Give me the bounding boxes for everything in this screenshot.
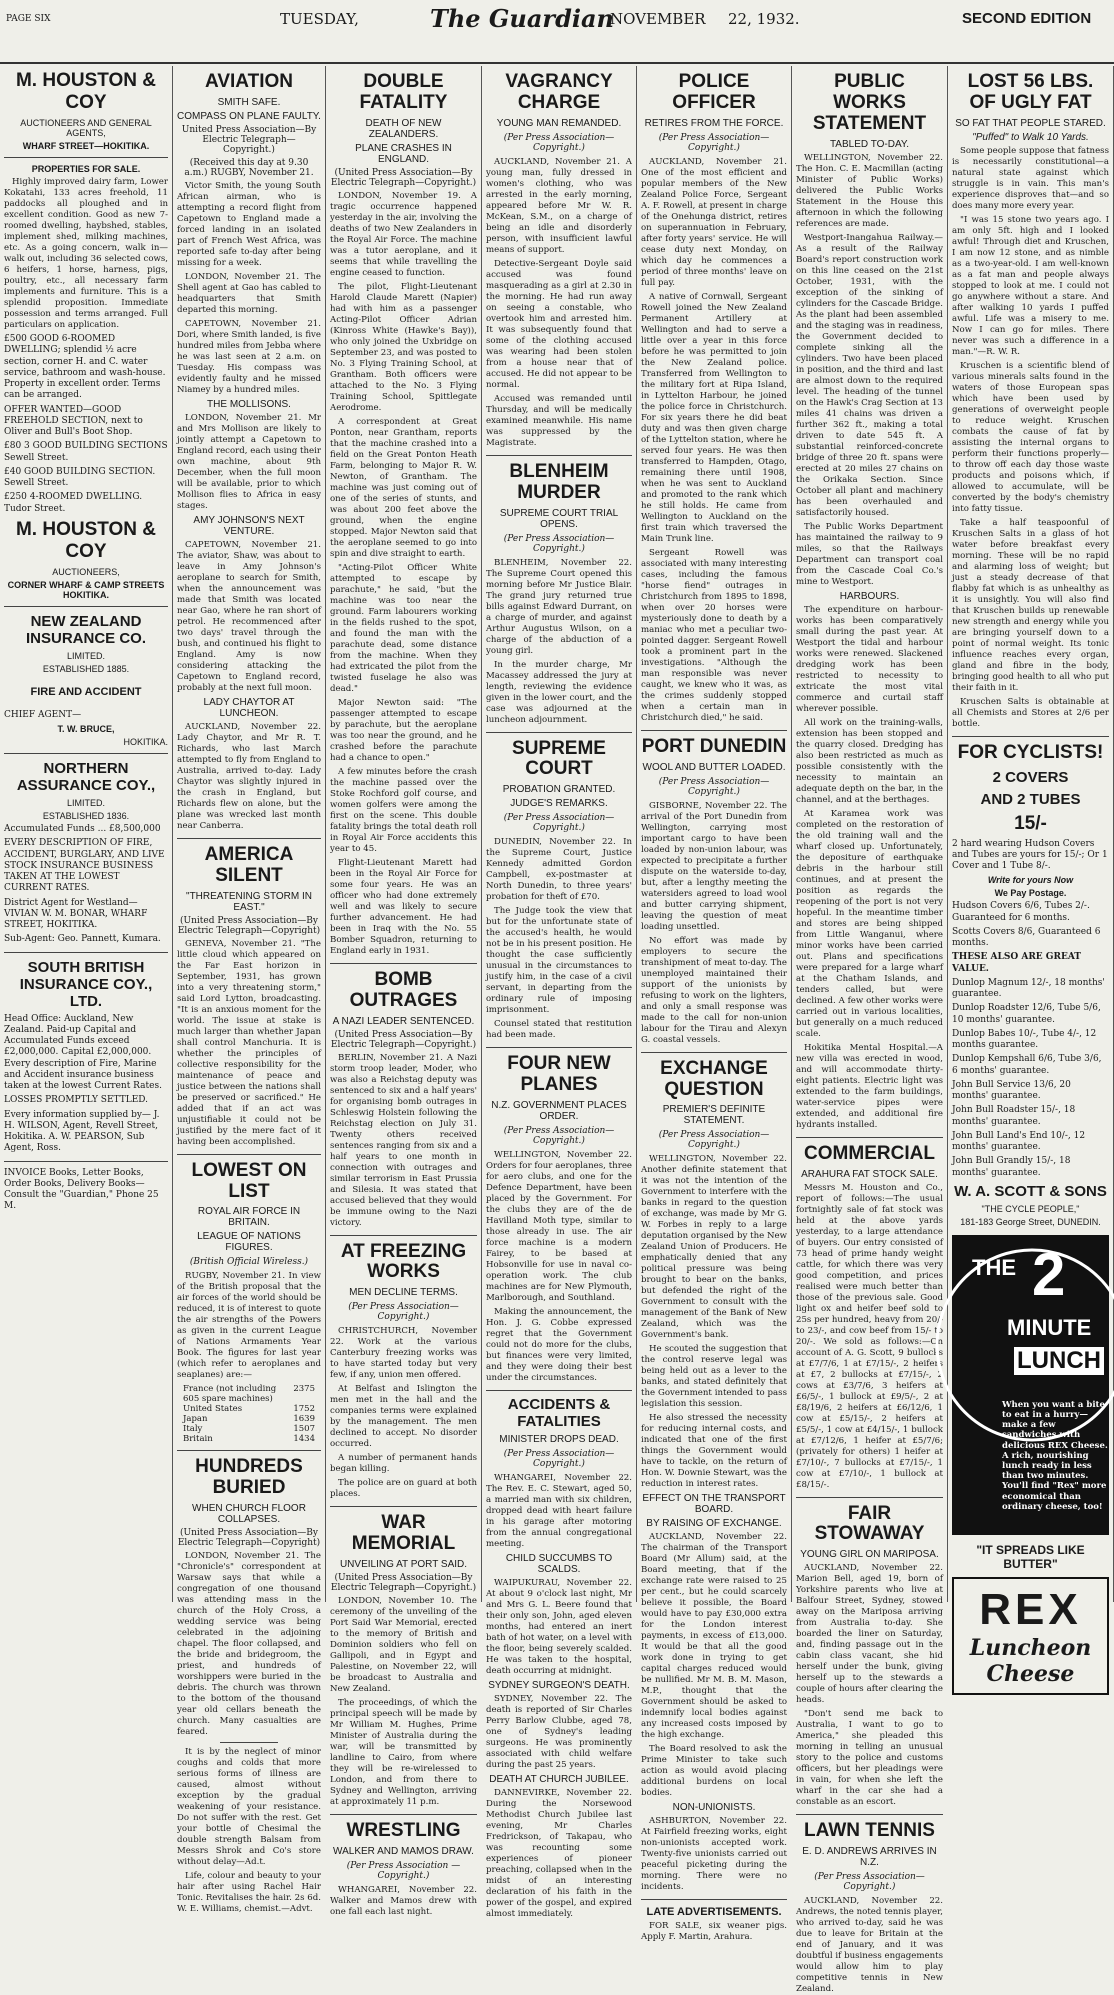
divider bbox=[4, 1161, 168, 1162]
subhead: EFFECT ON THE TRANSPORT BOARD. bbox=[642, 1493, 786, 1516]
paragraph: The Public Works Department has maintained the railway to 9 miles, so that the Railways Department can transport coal from the Cascade Coal Co.'s mine to Westport. bbox=[796, 521, 943, 587]
subhead: A NAZI LEADER SENTENCED. bbox=[332, 1015, 475, 1027]
subhead: WALKER AND MAMOS DRAW. bbox=[333, 1846, 474, 1858]
paragraph: Take a half teaspoonful of Kruschen Salts in a glass of hot water before breakfast every morning. These will be no rapid and alarming loss of weight; but just a steady decrease of that flabby fat which is as unhealthy as it is unsightly. You will also find that Kruschen builds up renewable new strength and energy while you are bringing yourself down to a point of normal weight. Its tonic influence reaches every organ, gland and fibre in the body, bringing good health to all who put their faith in it. bbox=[952, 517, 1109, 693]
paragraph: The pilot, Flight-Lieutenant Harold Claude Marett (Napier) had with him as a passenger Acting-Pilot Officer Adrian (Kinross White (Hawke's Bay)), who only joined the Uxbridge on September 23, and was posted to No. 3 Flying Training School, at Grantham. Both officers were attached to the No. 3 Flying Training School, Spittlegate Aerodrome. bbox=[330, 281, 477, 413]
listing-5: £250 4-ROOMED DWELLING. Tudor Street. bbox=[4, 492, 143, 514]
credit-line: (Per Press Association— Copyright.) bbox=[503, 533, 615, 554]
table-cell: 1434 bbox=[293, 1434, 315, 1445]
lunch-minute: MINUTE bbox=[1007, 1314, 1092, 1340]
divider bbox=[486, 732, 632, 733]
headline-fair-stowaway: FAIR STOWAWAY bbox=[814, 1502, 925, 1545]
credit-line: (Per Press Association — Copyright.) bbox=[346, 1861, 461, 1882]
paragraph: SYDNEY, November 22. The death is reported of Sir Charles Perry Barlow Clubbe, aged 78, one of Sydney's leading surgeons. He was prominently associated with child welfare during the past 25 years. bbox=[486, 1694, 632, 1771]
paragraph: "I was 15 stone two years ago. I am only 5ft. high and I looked awful! Through diet and Kruschen, I am now 12 stone, and as nimble as a two-year-old. I am well-known as a fat man and people always stopped to look at me. I could not go anywhere without a stare. And after walking 10 yards I puffed awful. Life was a misery to me. Now I can go for miles. There never was such a difference in a man."—R. W. R. bbox=[952, 214, 1109, 357]
headline-supreme-court: SUPREME COURT bbox=[512, 737, 606, 780]
edition-label: SECOND EDITION bbox=[962, 10, 1092, 27]
divider bbox=[486, 1047, 632, 1048]
paragraph: In the murder charge, Mr Macassey addressed the jury at length, reviewing the evidence given in the lower court, and the case was adjourned at the luncheon adjournment. bbox=[486, 659, 632, 725]
paragraph: Hokitika Mental Hospital.—A new villa was erected in wood, and will accommodate thirty-eight patients. Electric light was extended to the farm buildings, water-service pipes were extended, and additional fire hydrants installed. bbox=[796, 1042, 943, 1130]
lunch-the: THE bbox=[972, 1254, 1016, 1280]
paragraph: LONDON, November 19. A tragic occurrence happened yesterday in the air, involving the deaths of two New Zealanders in the Royal Air Force. The machine was a tutor aeroplane, and it seems that while travelling the engine ceased to function. bbox=[330, 190, 477, 278]
divider bbox=[641, 1052, 787, 1053]
credit-line: (United Press Association—By Electric Telegraph—Copyright.) bbox=[330, 1029, 477, 1050]
nz-insurance-chief: CHIEF AGENT— bbox=[4, 709, 82, 720]
paragraph: He also stressed the necessity for reducing internal costs, and indicated that one of the first things the Government would have to tackle, on the return of Hon. W. Downie Stewart, was the reduction in interest rates. bbox=[641, 1413, 787, 1490]
south-british-name: SOUTH BRITISH INSURANCE COY., LTD. bbox=[19, 958, 153, 1010]
credit-line: (British Official Wireless.) bbox=[189, 1257, 309, 1268]
paragraph: All work on the training-walls, extension has been stopped and the quarry closed. Dredging has also been restricted as much as possible consistently with the necessity to maintain an adequate depth on the bar, in the channel, and at the berthages. bbox=[796, 717, 943, 805]
divider bbox=[4, 157, 168, 158]
headline-hundreds-buried: HUNDREDS BURIED bbox=[195, 1456, 303, 1499]
listing-4: £40 GOOD BUILDING SECTION. Sewell Street. bbox=[4, 466, 156, 488]
scott-tagline: "THE CYCLE PEOPLE," bbox=[981, 1203, 1080, 1214]
lunch-two: 2 bbox=[1032, 1240, 1066, 1308]
subhead: MEN DECLINE TERMS. bbox=[349, 1287, 458, 1299]
credit-line: (Per Press Association— Copyright.) bbox=[814, 1872, 925, 1893]
ad-houston-address: WHARF STREET—HOKITIKA. bbox=[22, 141, 150, 151]
paragraph: Counsel stated that restitution had been made. bbox=[486, 1019, 632, 1041]
paragraph: A native of Cornwall, Sergeant Rowell joined the New Zealand Permanent Artillery at Wellington and had to serve a little over a year in this force before he was permitted to join the New Zealand police. Transferred from Wellington to the military fort at Ripa Island, in Lyttelton Harbour, he joined the police force in Christchurch. For six years there he did beat duty and was then given charge of the Lyttelton station, where he served four years. He was then transferred to Hampden, Otago, remaining there until 1908, when he was sent to Auckland and promoted to the rank which he still holds. He came from Wellington to Auckland on the first train which traversed the Main Trunk line. bbox=[641, 291, 787, 544]
paragraph: DUNEDIN, November 22. In the Supreme Court, Justice Kennedy admitted Gordon Campbell, ex-postmaster at North Dunedin, to three years' probation for theft of £70. bbox=[486, 837, 632, 903]
spreads-tagline: "IT SPREADS LIKE BUTTER" bbox=[976, 1542, 1085, 1571]
table-row bbox=[183, 1384, 315, 1404]
rex-luncheon-cheese: Luncheon Cheese bbox=[969, 1634, 1092, 1687]
divider bbox=[330, 1814, 477, 1815]
rex-logo bbox=[952, 1577, 1109, 1695]
headline-america-silent: AMERICA SILENT bbox=[204, 843, 294, 886]
paragraph: The proceedings, of which the principal speech will be made by Mr William M. Hughes, Prime Minister of Australia during the war, will be transmitted by landline to Cairo, from where they will be re-wirelessed to London, and from there to Sydney and Wellington, arriving at approximately 11 p.m. bbox=[330, 1698, 477, 1808]
table-cell: Japan bbox=[183, 1414, 208, 1425]
invoice-books-ad: INVOICE Books, Letter Books, Order Books, Delivery Books—Consult the "Guardian," Phone 25 M. bbox=[4, 1167, 159, 1212]
paragraph: The police are on guard at both places. bbox=[330, 1478, 477, 1500]
paragraph: GENEVA, November 21. "The little cloud which appeared on the Far East horizon in September, 1931, has grown into a very threatening storm," said Lord Lytton, broadcasting. "It is an anxious moment for the world. The issue at stake is much larger than whether Japan shall control Manchuria. It is whether the principles of collective responsibility for the maintenance of peace and justice between the nations shall be preserved or sacrificed." He added that if an act was unjustifiable it could not be justified by the mere fact of it having been accomplished. bbox=[177, 938, 321, 1147]
northern-assurance-funds: Accumulated Funds ... £8,500,000 bbox=[4, 824, 161, 834]
ad-houston-name-2: M. HOUSTON & COY bbox=[15, 518, 157, 562]
list-item: THESE ALSO ARE GREAT VALUE. bbox=[952, 952, 1082, 974]
ad-houston-trade: AUCTIONEERS AND GENERAL AGENTS, bbox=[20, 118, 152, 138]
divider bbox=[4, 606, 168, 607]
paragraph: At Belfast and Islington the men met in the hall and the companies terms were explained by the management. The men declined to accept. No disorder occurred. bbox=[330, 1384, 477, 1450]
column-1 bbox=[0, 66, 173, 1602]
paragraph: LONDON, November 21. Mr and Mrs Mollison are likely to jointly attempt a Capetown to England record, each using their own machine, about 9th December, when the full moon will be available, prior to which Mollison flies to Africa in easy stages. bbox=[177, 412, 321, 511]
subhead: E. D. ANDREWS ARRIVES IN N.Z. bbox=[802, 1846, 937, 1869]
subhead: YOUNG GIRL ON MARIPOSA. bbox=[800, 1549, 939, 1561]
headline-double-fatality: DOUBLE FATALITY bbox=[359, 71, 448, 113]
paragraph: Making the announcement, the Hon. J. G. Cobbe expressed regret that the Government could not do more for the clubs, but finances were very limited, and they were doing their best under the circumstances. bbox=[486, 1307, 632, 1384]
subhead: PLANE CRASHES IN ENGLAND. bbox=[355, 142, 452, 165]
paragraph: Sergeant Rowell was associated with many interesting cases, including the famous "horse fiend" outrages in Christchurch from 1895 to 1898, when over 20 horses were mysteriously done to death by a maniac who met a peculiar two-pointed dagger. Sergeant Rowell took a prominent part in the investigations. "Although the man responsible was never caught, we knew who it was, as the crimes suddenly stopped when a certain man in Christchurch died," he said. bbox=[641, 547, 787, 723]
paragraph: At Karamea work was completed on the restoration of the old training wall and the wharf closed up. Unfortunately, the depositure of earthquake debris in the harbour still continues, and at present the position as regards the reopening of the port is not very hopeful. In the meantime timber and stores are being shipped from Little Wanganui, where minor works have been carried out. Plans and specifications were prepared for a large wharf at the Chatham Islands, and tenders called, but were declined. A few other works were carried out in various localities, but generally on a much reduced scale. bbox=[796, 808, 943, 1039]
credit-line: (Per Press Association— Copyright.) bbox=[503, 1126, 615, 1147]
list-item: Dunlop Magnum 12/-, 18 months' guarantee. bbox=[952, 977, 1105, 1000]
headline-police-officer: POLICE OFFICER bbox=[672, 71, 756, 113]
listing-2: OFFER WANTED—GOOD FREEHOLD SECTION, next to Oliver and Bull's Boot Shop. bbox=[4, 404, 143, 437]
northern-assurance-est: ESTABLISHED 1836. bbox=[42, 811, 130, 821]
divider bbox=[4, 952, 168, 953]
subhead: LEAGUE OF NATIONS FIGURES. bbox=[197, 1231, 301, 1254]
subhead: SUPREME COURT TRIAL OPENS. bbox=[499, 507, 619, 530]
paragraph: The Judge took the view that but for the unfortunate state of the accused's health, he would not be in his present position. He thought the case sufficiently unusual in the circumstances to justify him, in the case of a civil servant, in departing from the ordinary rule of imposing imprisonment. bbox=[486, 906, 632, 1016]
table-cell: 2375 bbox=[293, 1384, 315, 1395]
paragraph: ASHBURTON, November 22. At Fairfield freezing works, eight non-unionists accepted work. Twenty-five unionists carried out peaceful picketing during the morning. There were no incidents. bbox=[641, 1816, 787, 1893]
headline-public-works: PUBLIC WORKS STATEMENT bbox=[812, 71, 927, 134]
paragraph: The expenditure on harbour-works has been comparatively small during the past year. At Westport the tidal and harbour works were renewed. Slackened dredging work has been restricted to necessity to extricate the most vital commerce and curtail staff wherever possible. bbox=[796, 604, 943, 714]
subhead: "Puffed" to Walk 10 Yards. bbox=[972, 131, 1089, 143]
scott-address: 181-183 George Street, DUNEDIN. bbox=[960, 1216, 1101, 1227]
divider bbox=[177, 1154, 321, 1155]
list-item: Dunlop Babes 10/-, Tube 4/-, 12 months guarantee. bbox=[952, 1028, 1097, 1051]
paragraph: No effort was made by employers to secure the transhipment of meat to-day. The unemployed maintained their support of the unionists by refusing to work on the lighters, and only a small response was made to the call for non-union labour for the Tirau and Alexyn G. coastal vessels. bbox=[641, 935, 787, 1045]
paragraph: 2 hard wearing Hudson Covers and Tubes are yours for 15/-; Or 1 Cover and 1 Tube 8/-. bbox=[952, 838, 1108, 872]
credit-line: (Per Press Association— Copyright.) bbox=[348, 1302, 459, 1323]
headline-blenheim-murder: BLENHEIM MURDER bbox=[509, 460, 609, 503]
properties-body: Highly improved dairy farm, Lower Kokatahi, 133 acres freehold, 11 paddocks all ploughed and in excellent condition. Good as new 7-roomed dwelling, haybshed, stables, implement shed, milking machines, etc. As a going concern, walk in—walk out, including 36 selected cows, 6 heifers, 1 horse, harness, pigs, poultry, etc., all necessary farm implements and furniture. This is a splendid proposition. Immediate possession and terms arranged. Full particulars on application. bbox=[4, 177, 168, 330]
divider bbox=[330, 1506, 477, 1507]
paragraph: BLENHEIM, November 22. The Supreme Court opened this morning before Mr Justice Blair. The grand jury returned true bills against Edward Durrant, on a charge of murder, and against Arthur Augustus Wilson, on a charge of the abduction of a young girl. bbox=[486, 557, 632, 656]
table-cell: 1507 bbox=[293, 1424, 315, 1435]
subhead: NON-UNIONISTS. bbox=[672, 1802, 756, 1814]
subhead: Write for yours Now bbox=[987, 875, 1074, 886]
headline-bomb-outrages: BOMB OUTRAGES bbox=[349, 968, 458, 1011]
list-item: Scotts Covers 8/6, Guaranteed 6 months. bbox=[952, 926, 1101, 949]
headline-exchange-question: EXCHANGE QUESTION bbox=[660, 1057, 768, 1100]
paragraph: Major Newton said: "The passenger attempted to escape by parachute, but the aeroplane was too near the ground, and he crashed before the parachute had a chance to open." bbox=[330, 697, 477, 763]
paragraph: LONDON, November 21. The "Chronicle's" correspondent at Warsaw says that while a congregation of one thousand was attending mass in the church of the Holy Cross, a wedding service was being celebrated in the adjoining chapel. The floor collapsed, and the bride and bridegroom, the priest, and hundreds of worshippers were buried in the debris. The church was thrown to the bottom of the thousand year old cellars beneath the church. Many casualties are feared. bbox=[177, 1551, 321, 1738]
list-item: John Bull Grandly 15/-, 18 months' guarantee. bbox=[952, 1156, 1071, 1178]
scott-name: W. A. SCOTT & SONS bbox=[954, 1182, 1107, 1200]
subhead: SMITH SAFE. bbox=[217, 96, 281, 108]
newspaper-title: The Guardian bbox=[430, 4, 614, 33]
list-item: Dunlop Roadster 12/6, Tube 5/6, 10 months' guarantee. bbox=[952, 1003, 1101, 1025]
headline-aviation: AVIATION bbox=[205, 71, 293, 92]
column-5 bbox=[637, 66, 792, 1943]
table-row bbox=[183, 1414, 315, 1424]
subhead: UNVEILING AT PORT SAID. bbox=[339, 1559, 468, 1571]
tyre-list bbox=[952, 901, 1109, 1179]
subhead: THE MOLLISONS. bbox=[207, 398, 291, 410]
paragraph: CAPETOWN, November 21. Dori, where Smith landed, is five hundred miles from Jebba where he was last seen at 2 a.m. on Tuesday. His compass was evidently faulty and he missed Niamey by a hundred miles. bbox=[177, 318, 321, 395]
rex-lunch-ad bbox=[952, 1235, 1109, 1535]
table-row bbox=[183, 1404, 315, 1414]
headline-lowest-on-list: LOWEST ON LIST bbox=[191, 1159, 307, 1202]
headline-wrestling: WRESTLING bbox=[346, 1820, 461, 1842]
northern-assurance-name: NORTHERN ASSURANCE COY., bbox=[16, 760, 156, 794]
divider bbox=[220, 1742, 278, 1743]
subhead: COMPASS ON PLANE FAULTY. bbox=[177, 110, 321, 122]
paragraph: AUCKLAND, November 22. Marion Bell, aged 19, born of Yorkshire parents who live at Balfour Street, Sydney, stowed away on the Mariposa arriving from Australia to-day. She boarded the liner on Saturday, and, finding passage out in the cabin class vacant, she hid herself under the bunk, giving herself up to the stewards a couple of hours after clearing the heads. bbox=[796, 1563, 943, 1706]
paragraph: Kruschen Salts is obtainable at all Chemists and Stores at 2/6 per bottle. bbox=[952, 696, 1109, 729]
subhead: PROBATION GRANTED. bbox=[502, 784, 616, 796]
nz-insurance-est: ESTABLISHED 1885. bbox=[42, 663, 130, 674]
subhead: SO FAT THAT PEOPLE STARED. bbox=[955, 117, 1106, 129]
column-6 bbox=[792, 66, 948, 1995]
paragraph: AUCKLAND, November 22. Lady Chaytor, and Mr R. T. Richards, who last March attempted to fly from England to Australia, arrived to-day. Lady Chaytor was slightly injured in the crash in England, but Richards flew on alone, but the plane was wrecked last month near Canberra. bbox=[177, 721, 321, 831]
headline-for-cyclists: FOR CYCLISTS! bbox=[957, 741, 1104, 763]
paragraph: AUCKLAND, November 21. A young man, fully dressed in women's clothing, who was arrested in the early morning, appeared before Mr W. R. McKean, S.M., on a charge of being an idle and disorderly person, with insufficient lawful means of support. bbox=[486, 156, 632, 255]
paragraph: Accused was remanded until Thursday, and will be medically examined meanwhile. His name was suppressed by the Magistrate. bbox=[486, 393, 632, 448]
paragraph: AUCKLAND, November 21. One of the most efficient and popular members of the New Zealand Police Force, Sergeant A. F. Rowell, at present in charge of the Onehunga district, retires on superannuation in February, after forty years' service. He will cease duty next Monday, on which day he commences a period of three months' leave on full pay. bbox=[641, 156, 787, 288]
lunch-text: When you want a bite to eat in a hurry—make a few sandwiches with delicious REX Cheese. A rich, nourishing lunch ready in less than two minutes. You'll find "Rex" more economical than ordinary cheese, too! bbox=[1002, 1399, 1108, 1512]
lunch-word: LUNCH bbox=[1014, 1347, 1104, 1375]
subhead: ARAHURA FAT STOCK SALE. bbox=[801, 1168, 938, 1180]
paragraph: AUCKLAND, November 22. The chairman of the Transport Board (Mr Allum) said, at the Board meeting, that if the exchange rate were raised to 25 per cent., but he could scarcely believe it possible, the Board would have to pay £30,000 extra for the London interest payments, in excess of £13,000. It would be that all the good work done in trying to get capital charges reduced would be nullified. Mr M. B. M. Mason, M.P., thought that the Government should be asked to indemnify local bodies against any increased costs imposed by the high exchange. bbox=[641, 1532, 787, 1741]
subhead: TABLED TO-DAY. bbox=[829, 138, 910, 150]
credit-line: (United Press Association—By Electric Telegraph—Copyright.) bbox=[330, 1573, 477, 1594]
credit-line: United Press Association—By Electric Telegraph—Copyright.) bbox=[181, 124, 317, 155]
paragraph: Life, colour and beauty to your hair after using Rachel Hair Tonic. Revitalises the hair. 2s 6d. W. E. Williams, chemist.—Advt. bbox=[177, 1871, 321, 1915]
ad-houston-address-2: CORNER WHARF & CAMP STREETS HOKITIKA. bbox=[7, 579, 165, 600]
late-ad: FOR SALE, six weaner pigs. Apply F. Martin, Arahura. bbox=[641, 1921, 787, 1943]
headline-freezing-works: AT FREEZING WORKS bbox=[340, 1240, 467, 1283]
paragraph: Victor Smith, the young South African airman, who is attempting a record flight from Capetown to England made a forced landing in an isolated part of French West Africa, was reported safe to-day after being missing for a week. bbox=[177, 180, 321, 268]
headline-four-new-planes: FOUR NEW PLANES bbox=[507, 1053, 611, 1096]
paragraph: BERLIN, November 21. A Nazi storm troop leader, Moder, who was also a Reichstag deputy was sentenced to six and a half years' for organising bomb outrages in Schleswig Holstein following the Reichstag election on July 31. Twenty others received sentences ranging from six and a half years to one month in connection with outrages and similar terrorism in East Prussia and Silesia. It was stated that accused believed that they would be immune owing to the Nazi victory. bbox=[330, 1052, 477, 1228]
credit-line: (Per Press Association— Copyright.) bbox=[658, 1130, 770, 1151]
late-ads-heading: LATE ADVERTISEMENTS. bbox=[646, 1906, 782, 1919]
paragraph: Kruschen is a scientific blend of various minerals salts found in the waters of those European spas which have been used by generations of overweight people to reduce weight. Kruschen combats the cause of fat by assisting the internal organs to perform their functions properly—to throw off each day those waste products and poisons which, if allowed to accumulate, will be converted by the body's chemistry into fatty tissue. bbox=[952, 360, 1109, 514]
listing-3: £80 3 GOOD BUILDING SECTIONS Sewell Street. bbox=[4, 441, 168, 463]
table-cell: 1752 bbox=[293, 1404, 315, 1415]
subhead: HARBOURS. bbox=[839, 590, 900, 602]
credit-line: (United Press Association—By Electric Telegraph—Copyright) bbox=[177, 1528, 321, 1549]
subhead: We Pay Postage. bbox=[994, 888, 1067, 899]
northern-assurance-ltd: LIMITED. bbox=[66, 798, 105, 808]
subhead: LADY CHAYTOR AT LUNCHEON. bbox=[203, 696, 295, 719]
headline-lost-56-lbs: LOST 56 LBS. OF UGLY FAT bbox=[967, 71, 1094, 113]
masthead-month: NOVEMBER bbox=[610, 10, 706, 28]
credit-line: (Per Press Association— Copyright.) bbox=[658, 132, 770, 153]
paragraph: AUCKLAND, November 22. Andrews, the noted tennis player, who arrived to-day, said he was due to leave for Britain at the end of January, and it was doubtful if business engagements would allow him to play competitive tennis in New Zealand. bbox=[796, 1896, 943, 1995]
paragraph: WELLINGTON, November 22. Another definite statement that it was not the intention of the Government to interfere with the banks in regard to the question of exchange, was made by Mr G. W. Forbes in reply to a large deputation organised by the New Zealand Union of Producers. He emphatically denied that any political pressure was being brought to bear on the banks, but defended the right of the Government to consult with the management of the Bank of New Zealand, which was the Government's bank. bbox=[641, 1154, 787, 1341]
subhead: 2 COVERS bbox=[992, 768, 1069, 786]
air-strength-table bbox=[183, 1384, 315, 1444]
credit-line: (Per Press Association— Copyright.) bbox=[503, 813, 615, 834]
paragraph: LONDON, November 10. The ceremony of the unveiling of the Port Said War Memorial, erected to the memory of British and Dominion soldiers who fell on Gallipoli, and in Egypt and Palestine, on November 22, will be broadcast to Australia and New Zealand. bbox=[330, 1596, 477, 1695]
paragraph: Flight-Lieutenant Marett had been in the Royal Air Force for some four years. He was an officer who had done extremely well and was likely to secure further advancement. He had been in Iraq with the No. 55 Bomber Squadron, returning to England early in 1931. bbox=[330, 857, 477, 956]
properties-heading: PROPERTIES FOR SALE. bbox=[31, 164, 141, 174]
table-cell: Britain bbox=[183, 1434, 213, 1445]
divider bbox=[486, 455, 632, 456]
divider bbox=[796, 1814, 943, 1815]
list-item: John Bull Roadster 15/-, 18 months' guarantee. bbox=[952, 1105, 1076, 1127]
subhead: PREMIER'S DEFINITE STATEMENT. bbox=[662, 1104, 766, 1127]
subhead: WOOL AND BUTTER LOADED. bbox=[642, 761, 786, 773]
subhead: BY RAISING OF EXCHANGE. bbox=[646, 1518, 782, 1530]
table-cell: United States bbox=[183, 1404, 243, 1415]
list-item: Hudson Covers 6/6, Tubes 2/-. Guaranteed for 6 months. bbox=[952, 901, 1090, 923]
table-cell: 1639 bbox=[293, 1414, 315, 1425]
divider bbox=[641, 730, 787, 731]
paragraph: WELLINGTON, November 22. The Hon. C. E. Macmillan (acting Minister of Public Works) delivered the Public Works Statement in the House this afternoon in which the following references are made. bbox=[796, 152, 943, 229]
paragraph: WHANGAREI, November 22. The Rev. E. C. Stewart, aged 50, a married man with six children, dropped dead with heart failure in his garage after motoring from the annual congregational meeting. bbox=[486, 1473, 632, 1550]
credit-line: (Per Press Association— Copyright.) bbox=[658, 776, 770, 797]
rex-word: REX bbox=[979, 1584, 1082, 1634]
nz-insurance-town: HOKITIKA. bbox=[123, 737, 168, 747]
column-4 bbox=[482, 66, 637, 1920]
subhead: SYDNEY SURGEON'S DEATH. bbox=[488, 1680, 630, 1692]
ad-houston-trade-2: AUCTIONEERS, bbox=[52, 566, 120, 577]
paragraph: A few minutes before the crash the machine passed over the Stoke Rochford golf course, and women golfers were among the first on the scene. This double fatality brings the total death roll in Royal Air Force accidents this year to 45. bbox=[330, 766, 477, 854]
paragraph: It is by the neglect of minor coughs and colds that more serious forms of illness are caused, almost without exception by the gradual weakening of your resistance. Do not suffer with the rest. Get your bottle of Chesimal the double strength Balsam from Messrs Shrok and Co's store without delay—Ad.t. bbox=[177, 1747, 321, 1868]
nz-insurance-fire: FIRE AND ACCIDENT bbox=[30, 685, 142, 698]
paragraph: GISBORNE, November 22. The arrival of the Port Dunedin from Wellington, carrying most important cargo to have been loaded by non-union labour, was expected to precipitate a further dispute on the waterside to-day, but, after a lengthy meeting the watersiders agreed to load wool and butter carrying shipment, leaving the question of meat loading unsettled. bbox=[641, 800, 787, 932]
subhead: MINISTER DROPS DEAD. bbox=[499, 1434, 619, 1446]
south-british-losses: LOSSES PROMPTLY SETTLED. bbox=[4, 1095, 149, 1106]
paragraph: WHANGAREI, November 22. Walker and Mamos drew with one fall each last night. bbox=[330, 1885, 477, 1918]
nz-insurance-ltd: LIMITED. bbox=[66, 650, 105, 661]
table-cell: France (not including 605 spare machines) bbox=[183, 1384, 277, 1405]
divider bbox=[796, 1137, 943, 1138]
paragraph: RUGBY, November 21. In view of the British proposal that the air forces of the world should be reduced, it is of interest to quote the air strengths of the Powers as given in the current League of Nations Armaments Year Book. The figures for last year (which refer to aeroplanes and seaplanes) are:— bbox=[177, 1271, 321, 1381]
nz-insurance-agent: T. W. BRUCE, bbox=[57, 724, 115, 734]
column-2 bbox=[173, 66, 326, 1915]
south-british-info: Every information supplied by— J. H. WILSON, Agent, Revell Street, Hokitika. A. W. PEARSON, Sub Agent, Ross. bbox=[4, 1109, 160, 1154]
credit-line: (United Press Association—By Electric Telegraph—Copyright) bbox=[177, 915, 321, 936]
paragraph: WAIPUKURAU, November 22. At about 9 o'clock last night, Mr and Mrs G. L. Beere found that their only son, John, aged eleven months, had entered an inert bath of hot water, on a level with the floor, being severely scalded. He was taken to the hospital, death occurring at midnight. bbox=[486, 1578, 632, 1677]
column-3 bbox=[326, 66, 482, 1918]
masthead bbox=[0, 0, 1114, 64]
credit-line: (Per Press Association— Copyright.) bbox=[503, 1449, 615, 1470]
paragraph: Detective-Sergeant Doyle said accused was found masquerading as a girl at 2.30 in the morning. He had run away on seeing a constable, who overtook him and arrested him. It was subsequently found that some of the clothing accused was wearing had been stolen from a house near that of accused. He did not appear to be normal. bbox=[486, 258, 632, 390]
paragraph: Messrs M. Houston and Co., report of follows:—The usual fortnightly sale of fat stock was held at the above yards yesterday, to a large attendance of buyers. Our entry consisted of 73 head of prime handy weight cattle, for which there was very good competition, and prices realised were much better than those of the previous sale. Good light ox and heifer beef sold to 25s per hundred, heavy from 20/- to 23/-, and cow beef from 15/- to 20/-. We sold as follows:—On account of A. G. Scott, 9 bullocks at £7/7/6, 1 at £7/15/-, 2 heifers at £7, 2 bullocks at £7/15/-, 2 cows at £3/7/6, 3 heifers at £6/5/-, 1 bullock at £9/5/-, 2 at £8/19/6, 2 heifers at £6/12/6, 1 cow at £5/15/-, 2 heifers at £5/5/-, 1 cow at £4/15/-, 1 bullock at £7/12/6, 1 heifer at £5/7/6; (privately for others) 1 heifer at £7/10/-, 7 bullocks at £7/15/-, 1 cow at £7/10/-, 1 bullock at £8/15/-. bbox=[796, 1182, 943, 1490]
table-row bbox=[183, 1424, 315, 1434]
paragraph: Some people suppose that fatness is necessarily constitutional—a natural state against which struggle is in vain. This man's experience disproves that—and so does many more every year. bbox=[952, 145, 1109, 211]
credit-line: (United Press Association—By Electric Telegraph—Copyright.) bbox=[330, 167, 477, 188]
northern-assurance-sub: Sub-Agent: Geo. Pannett, Kumara. bbox=[4, 934, 161, 945]
paragraph: CAPETOWN, November 21. The aviator, Shaw, was about to leave in Amy Johnson's aeroplane to search for Smith, when the announcement was made that Smith was located near Gao, where he ran short of petrol. He recommenced after two days' travel through the bush, and continued his flight to England. Amy is now considering attacking the Capetown to England record, probably at the next full moon. bbox=[177, 539, 321, 693]
divider bbox=[330, 1235, 477, 1236]
list-item: John Bull Service 13/6, 20 months' guarantee. bbox=[952, 1079, 1071, 1102]
dateline: (Received this day at 9.30 a.m.) RUGBY, November 21. bbox=[184, 157, 314, 178]
headline-lawn-tennis: LAWN TENNIS bbox=[804, 1820, 935, 1842]
subhead: AND 2 TUBES bbox=[980, 791, 1081, 809]
paragraph: CHRISTCHURCH, November 22. Work at the various Canterbury freezing works was to have started today but very few, if any, union men offered. bbox=[330, 1326, 477, 1381]
paragraph: WELLINGTON, November 22. Orders for four aeroplanes, three for aero clubs, and one for the Defence Department, have been placed by the Government. For the clubs they are of the de Havilland Moth type, similar to those already in use. The air force machine is a modern Fairey, to be based at Hobsonville for use in naval co-operation work. The club machines are for New Plymouth, Marlborough, and Southland. bbox=[486, 1150, 632, 1304]
northern-assurance-agent: District Agent for Westland— VIVIAN W. M. BONAR, WHARF STREET, HOKITIKA. bbox=[4, 897, 148, 930]
paragraph: Westport-Inangahua Railway.—As a result of the Railway Board's report construction work on this line ceased on the 21st October, 1931, with the exception of the sinking of cylinders for the Cascade Bridge. As the plant had been assembled and the staging was in readiness, the Government decided to complete sinking all the cylinders. Two have been placed in position, and the third and last are almost down to the required level. The heading of the tunnel on the Hawk's Crag Section at 13 miles 41 chains was driven a further 362 ft., making a total driven to date 545 ft. A substantial reinforced-concrete bridge of three 20 ft. spans were erected at 20 miles 27 chains on the Orikaka Section. Since October all plant and machinery has been overhauled and satisfactorily housed. bbox=[796, 232, 943, 518]
nz-insurance-name: NEW ZEALAND INSURANCE CO. bbox=[25, 612, 146, 647]
divider bbox=[796, 1497, 943, 1498]
subhead: DEATH OF NEW ZEALANDERS. bbox=[365, 117, 442, 140]
page-number: PAGE SIX bbox=[6, 14, 51, 24]
headline-vagrancy-charge: VAGRANCY CHARGE bbox=[505, 71, 613, 113]
subhead: DEATH AT CHURCH JUBILEE. bbox=[489, 1774, 629, 1786]
subhead: CHILD SUCCUMBS TO SCALDS. bbox=[505, 1553, 613, 1576]
divider bbox=[4, 753, 168, 754]
headline-accidents-fatalities: ACCIDENTS & FATALITIES bbox=[507, 1396, 611, 1430]
headline-port-dunedin: PORT DUNEDIN bbox=[641, 735, 787, 757]
column-7 bbox=[948, 66, 1114, 1687]
northern-assurance-desc: EVERY DESCRIPTION OF FIRE, ACCIDENT, BURGLARY, AND LIVE STOCK INSURANCE BUSINESS TAKEN AT THE LOWEST CURRENT RATES. bbox=[4, 838, 165, 894]
paragraph: A correspondent at Great Ponton, near Grantham, reports that the machine crashed into a field on the Great Ponton Heath Farm, belonging to Major R. W. Newton, of Grantham. The machine was just coming out of one of the series of stunts, and was about 200 feet above the ground, when the engine stopped. Major Newton said that the aeroplane seemed to go into spin and dive straight to earth. bbox=[330, 416, 477, 559]
south-british-office: Head Office: Auckland, New Zealand. Paid-up Capital and Accumulated Funds exceed £2,000,000. Capital £2,000,000. Every description of Fire, Marine and Accident insurance business taken at the lowest Current Rates. bbox=[4, 1013, 162, 1091]
divider bbox=[641, 1899, 787, 1900]
paragraph: LONDON, November 21. The Shell agent at Gao has cabled to headquarters that Smith departed this morning. bbox=[177, 271, 321, 315]
subhead: WHEN CHURCH FLOOR COLLAPSES. bbox=[192, 1503, 306, 1526]
subhead: AMY JOHNSON'S NEXT VENTURE. bbox=[193, 514, 305, 537]
credit-line: (Per Press Association— Copyright.) bbox=[503, 132, 615, 153]
ad-houston-name: M. HOUSTON & COY bbox=[15, 70, 157, 113]
paragraph: The Board resolved to ask the Prime Minister to take such action as would avoid placing additional burdens on local bodies. bbox=[641, 1744, 787, 1799]
table-row bbox=[183, 1434, 315, 1444]
cyclist-price: 15/- bbox=[1014, 812, 1047, 834]
divider bbox=[486, 1390, 632, 1391]
headline-commercial: COMMERCIAL bbox=[804, 1142, 935, 1164]
divider bbox=[952, 736, 1109, 737]
divider bbox=[177, 1450, 321, 1451]
headline-war-memorial: WAR MEMORIAL bbox=[351, 1512, 456, 1555]
subhead: ROYAL AIR FORCE IN BRITAIN. bbox=[197, 1206, 301, 1229]
masthead-day: TUESDAY, bbox=[280, 10, 359, 28]
paragraph: He scouted the suggestion that the control reserve legal was being held out as a lever to the banks, and stated definitely that the Government intended to pass legislation this session. bbox=[641, 1344, 787, 1410]
paragraph: "Acting-Pilot Officer White attempted to escape by parachute," he said, "but the machine was too near the ground. Farm labourers working in the fields rushed to the spot, and found the man with the parachute dead, some distance from the machine. When they had extricated the pilot from the twisted fuselage he also was dead." bbox=[330, 562, 477, 694]
listing-1: £500 GOOD 6-ROOMED DWELLING; splendid ½ acre section, corner H. and C. water service, bathroom and wash-house. Property in excellent order. Terms can be arranged. bbox=[4, 334, 166, 401]
divider bbox=[177, 838, 321, 839]
divider bbox=[330, 963, 477, 964]
paragraph: "Don't send me back to Australia, I want to go to America," she pleaded this morning in telling an unusual story to the police and customs officers, but her pleadings were in vain, for when she left the wharf in the car she had a constable as an escort. bbox=[796, 1709, 943, 1808]
subhead: "THREATENING STORM IN EAST." bbox=[186, 890, 312, 913]
subhead: RETIRES FROM THE FORCE. bbox=[644, 117, 784, 129]
list-item: John Bull Land's End 10/-, 12 months' guarantee. bbox=[952, 1130, 1086, 1153]
paragraph: DANNEVIRKE, November 22. During the Norsewood Methodist Church Jubilee last evening, Mr Charles Fredrickson, of Takapau, who was recounting some experiences of pioneer preaching, collapsed when in the midst of an interesting declaration of his faith in the power of the gospel, and expired almost immediately. bbox=[486, 1788, 632, 1920]
subhead: JUDGE'S REMARKS. bbox=[510, 798, 608, 810]
subhead: N.Z. GOVERNMENT PLACES ORDER. bbox=[491, 1100, 627, 1123]
paragraph: A number of permanent hands began killing. bbox=[330, 1453, 477, 1475]
subhead: YOUNG MAN REMANDED. bbox=[496, 117, 622, 129]
list-item: Dunlop Kempshall 6/6, Tube 3/6, 6 months' guarantee. bbox=[952, 1054, 1102, 1076]
table-cell: Italy bbox=[183, 1424, 203, 1435]
masthead-date: 22, 1932. bbox=[728, 10, 800, 28]
